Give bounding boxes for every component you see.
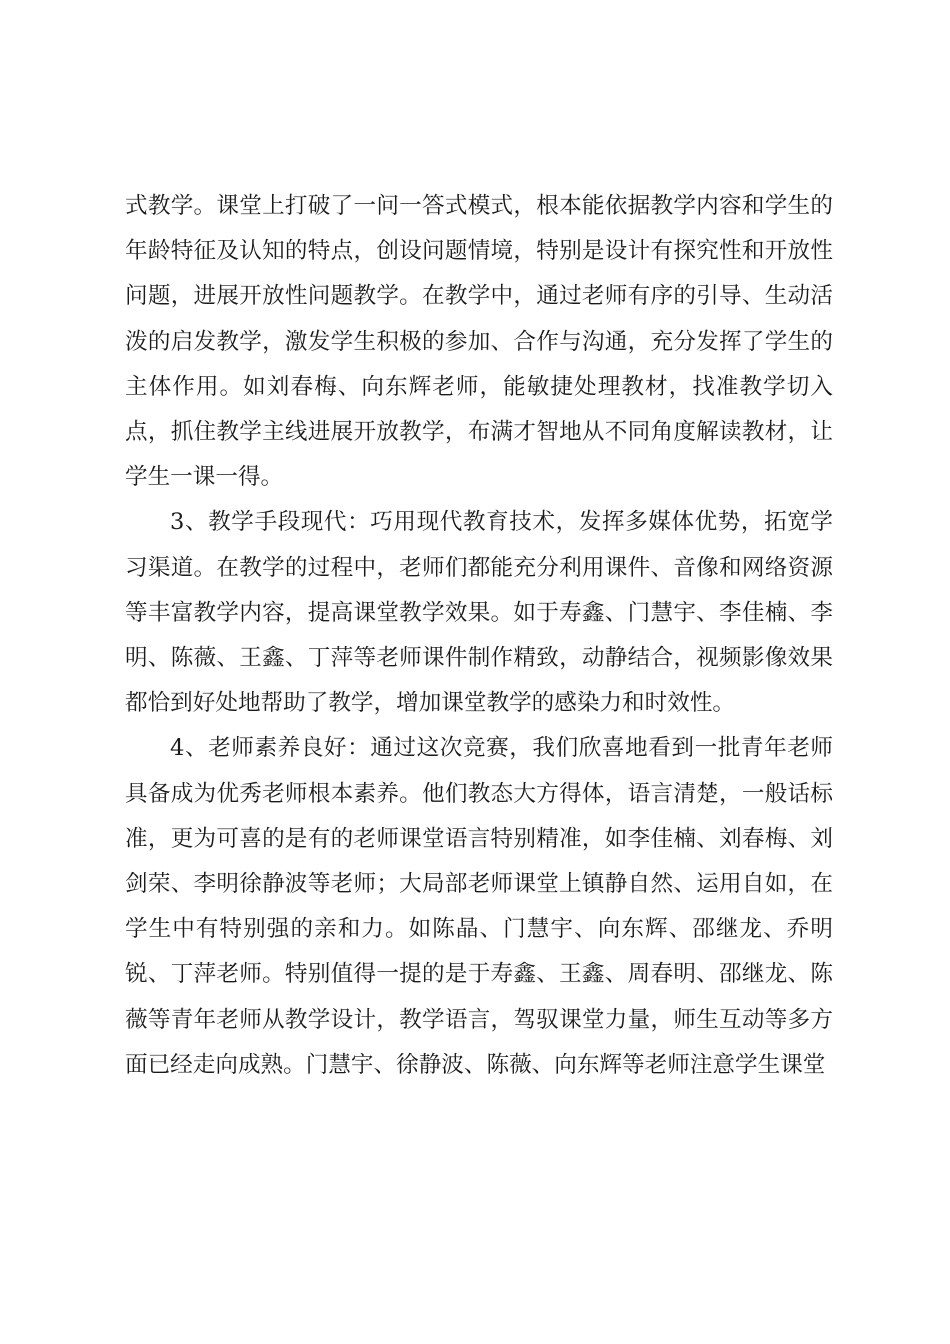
paragraph-teaching-method: 式教学。课堂上打破了一问一答式模式，根本能依据教学内容和学生的年龄特征及认知的特点，创设问题情境，特别是设计有探究性和开放性问题，进展开放性问题教学。在教学中，通过老师有序的引导、生动活泼的启发教学，激发学生积极的参加、合作与沟通，充分发挥了学生的主体作用。如刘春梅、向东辉老师，能敏捷处理教材，找准教学切入点，抓住教学主线进展开放教学，布满才智地从不同角度解读教材，让学生一课一得。 [125,193,833,491]
document-body [125,184,833,1088]
paragraph-teacher-quality: 4、老师素养良好：通过这次竞赛，我们欣喜地看到一批青年老师具备成为优秀老师根本素养。他们教态大方得体，语言清楚，一般话标准，更为可喜的是有的老师课堂语言特别精准，如李佳楠、刘春梅、刘剑荣、李明徐静波等老师；大局部老师课堂上镇静自然、运用自如，在学生中有特别强的亲和力。如陈晶、门慧宇、向东辉、邵继龙、乔明锐、丁萍老师。特别值得一提的是于寿鑫、王鑫、周春明、邵继龙、陈薇等青年老师从教学设计，教学语言，驾驭课堂力量，师生互动等多方面已经走向成熟。门慧宇、徐静波、陈薇、向东辉等老师注意学生课堂 [125,735,833,1078]
paragraph-teaching-tools: 3、教学手段现代：巧用现代教育技术，发挥多媒体优势，拓宽学习渠道。在教学的过程中，老师们都能充分利用课件、音像和网络资源等丰富教学内容，提高课堂教学效果。如于寿鑫、门慧宇、李佳楠、李明、陈薇、王鑫、丁萍等老师课件制作精致，动静结合，视频影像效果都恰到好处地帮助了教学，增加课堂教学的感染力和时效性。 [125,509,833,717]
